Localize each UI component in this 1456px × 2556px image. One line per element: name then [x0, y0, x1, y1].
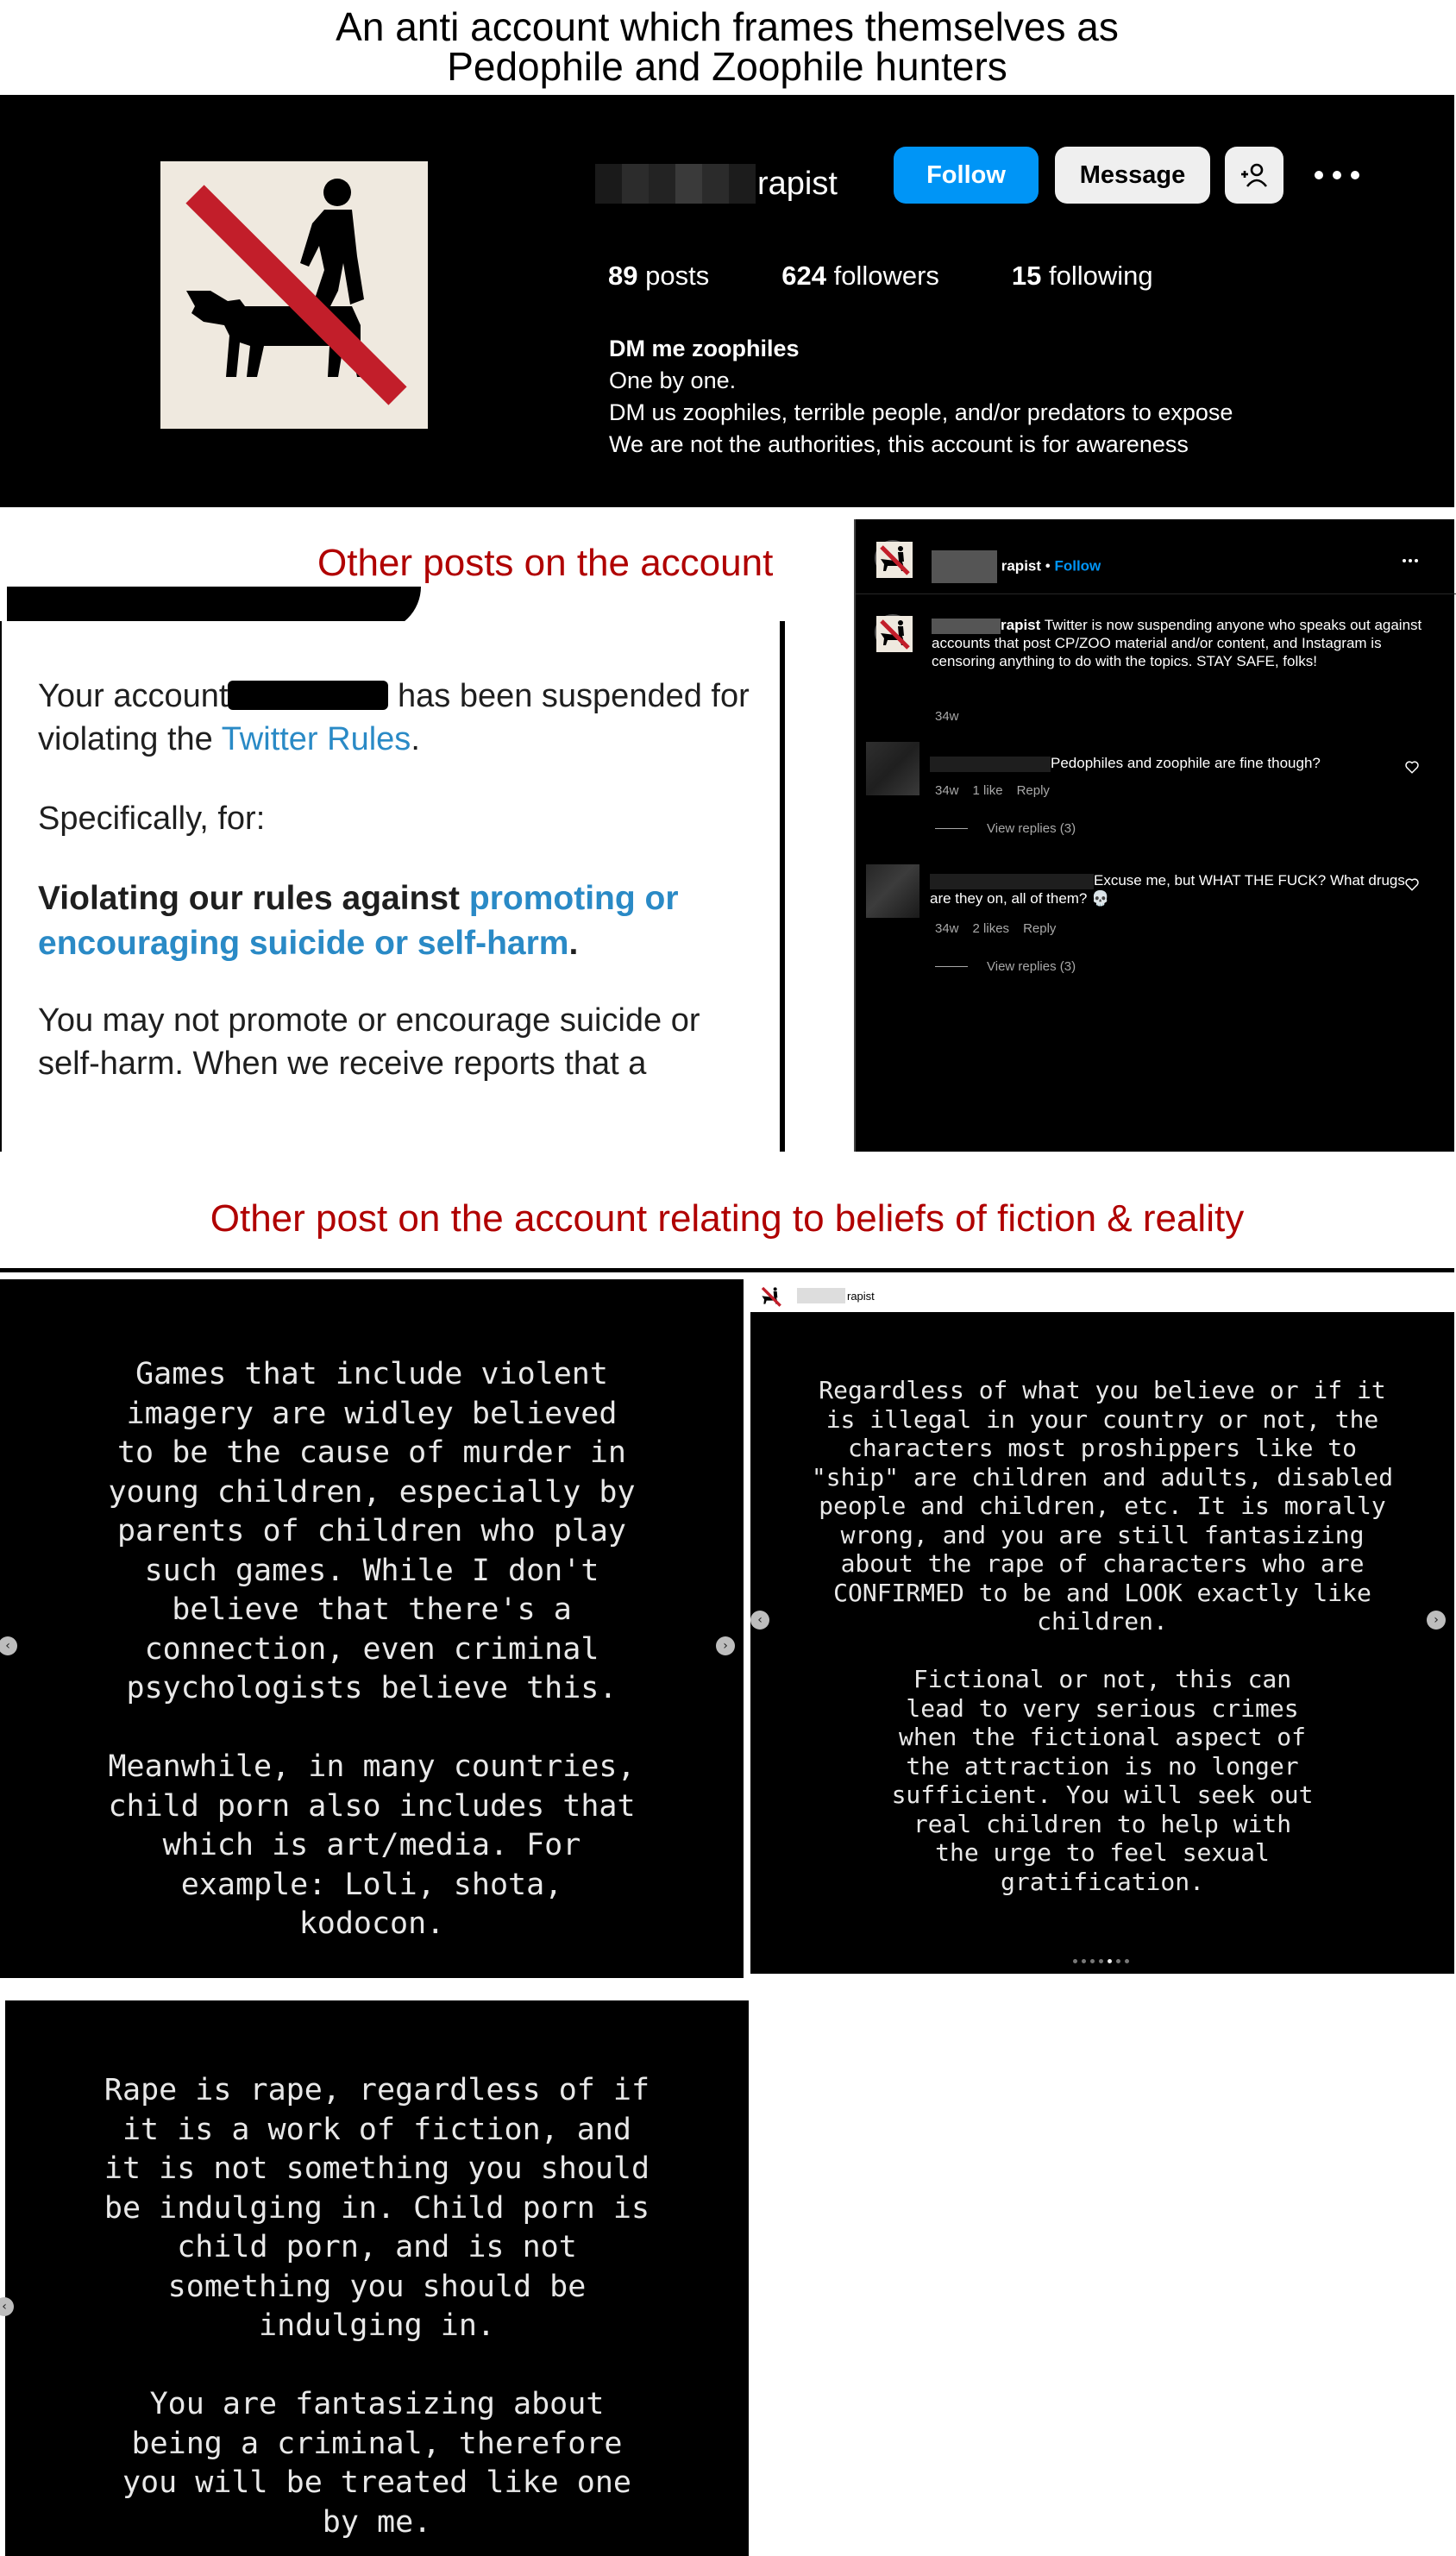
comment-2-view-replies[interactable]: View replies (3) [935, 959, 1076, 974]
comment-2-meta: 34w 2 likes Reply [935, 921, 1057, 936]
more-options-icon[interactable] [1315, 155, 1359, 195]
profile-stats [608, 261, 1153, 292]
carousel-position-dots [1073, 1959, 1129, 1963]
no-dog-sign-icon [160, 161, 428, 429]
ig-header-follow-link[interactable]: Follow [1054, 557, 1101, 575]
ig-header-user: rapist • Follow [932, 550, 1101, 583]
post-2-username[interactable]: rapist [847, 1290, 875, 1303]
profile-avatar[interactable] [160, 161, 428, 429]
account-redaction [228, 681, 388, 710]
comment-2-avatar[interactable] [866, 864, 919, 918]
text-post-2-body: Regardless of what you believe or if it is illegal in your country or not, the characters most proshippers like to "ship" are children and adults, disabled people and children, etc. It is morally wrong, and you are still fantasizing about the rape of characters who are CONFIRMED to be and LOOK exactly like children. Fictional or not, this can lead to very serious crimes when the fictional aspect of the attraction is no longer sufficient. You will seek out real children to help with the urge to feel sexual gratification. [811, 1376, 1394, 1896]
bio-line-2: DM us zoophiles, terrible people, and/or predators to expose [609, 399, 1233, 425]
carousel-prev-icon[interactable]: ‹ [750, 1611, 769, 1630]
comment-1-username-redaction [930, 757, 1051, 772]
no-dog-sign-icon [876, 616, 913, 652]
carousel-next-icon[interactable]: › [716, 1636, 735, 1655]
profile-username [595, 162, 838, 205]
top-caption-line2: Pedophile and Zoophile hunters [447, 44, 1007, 89]
bio-name: DM me zoophiles [609, 336, 800, 361]
username-suffix: rapist [757, 165, 838, 202]
top-caption-line1: An anti account which frames themselves as [336, 4, 1119, 49]
no-dog-sign-icon [759, 1284, 783, 1309]
post-2-username-redaction [797, 1288, 845, 1303]
section-divider [0, 1268, 1454, 1272]
fiction-reality-caption: Other post on the account relating to beliefs of fiction & reality [210, 1197, 1245, 1240]
profile-bio [609, 333, 1233, 461]
suspension-notice-text: Your account has been suspended for violating the Twitter Rules. Specifically, for: Violating our rules against promoting or encouraging suicide or self-harm. You may not promote or encourage suicide or self-harm. When we receive reports that a [38, 675, 763, 1085]
comment-1-text: Pedophiles and zoophile are fine though? [930, 754, 1413, 772]
comment-2-text: Excuse me, but WHAT THE FUCK? What drugs are they on, all of them? 💀 [930, 872, 1405, 907]
ig-caption-time: 34w [935, 709, 959, 724]
add-person-icon [1239, 162, 1269, 188]
followers-stat[interactable]: 624 followers [781, 261, 939, 291]
username-redaction [595, 164, 756, 204]
top-caption [0, 4, 1454, 89]
comment-1-like-heart-icon[interactable] [1404, 759, 1420, 775]
bio-line-3: We are not the authorities, this account is for awareness [609, 431, 1189, 457]
header-username-redaction [932, 550, 997, 583]
carousel-next-icon[interactable]: › [1427, 1611, 1446, 1630]
suspension-body: You may not promote or encourage suicide or self-harm. When we receive reports that a [38, 1002, 700, 1082]
ig-caption-avatar[interactable] [875, 614, 911, 650]
text-post-2 [750, 1279, 1454, 1974]
suggest-user-button[interactable] [1225, 147, 1283, 204]
ig-caption: rapist Twitter is now suspending anyone who speaks out against accounts that post CP/ZOO material and/or content, and Instagram is censoring anything to do with the topics. STAY SAFE, folks! [932, 617, 1422, 669]
profile-header [0, 95, 1454, 507]
comment-1-meta: 34w 1 like Reply [935, 783, 1050, 798]
ig-post-options-icon[interactable] [1403, 559, 1418, 562]
comment-1-view-replies[interactable]: View replies (3) [935, 821, 1076, 836]
text-post-2-header [750, 1279, 1454, 1312]
carousel-prev-icon[interactable]: ‹ [0, 2297, 14, 2316]
twitter-suspension-screenshot [0, 519, 785, 1152]
bio-line-1: One by one. [609, 367, 737, 393]
ig-header-divider [856, 593, 1456, 594]
twitter-rules-link[interactable]: Twitter Rules [221, 721, 411, 757]
specifically-label: Specifically, for: [38, 801, 266, 837]
text-post-1 [0, 1279, 744, 1978]
caption-username-redaction [932, 619, 1001, 634]
text-post-3-body: Rape is rape, regardless of if it is a work of fiction, and it is not something you should be indulging in. Child porn is child porn, and is not something you should be indulging in. You are fantasizing about being a criminal, therefore you will be treated like one by me. [104, 2073, 650, 2540]
other-posts-caption: Other posts on the account [317, 542, 774, 584]
text-post-3 [2, 2000, 749, 2556]
comment-2-username-redaction [930, 874, 1094, 889]
carousel-prev-icon[interactable]: ‹ [0, 1636, 17, 1655]
comment-2-like-heart-icon[interactable] [1404, 876, 1420, 892]
following-stat[interactable]: 15 following [1011, 261, 1153, 291]
suspension-notice-card [2, 621, 780, 1152]
posts-stat[interactable]: 89 posts [608, 261, 710, 291]
message-button[interactable]: Message [1055, 147, 1210, 204]
comment-1-avatar[interactable] [866, 742, 919, 795]
no-dog-sign-icon [876, 542, 913, 578]
violation-rule-link[interactable]: promoting or encouraging suicide or self-harm [38, 880, 679, 962]
ig-header-avatar[interactable] [875, 540, 911, 576]
follow-button[interactable]: Follow [894, 147, 1039, 204]
text-post-1-body: Games that include violent imagery are widley believed to be the cause of murder in young children, especially by parents of children who play such games. While I don't believe that there's a connection, even criminal psychologists believe this. Meanwhile, in many countries, child porn also includes that which is art/media. For example: Loli, shota, kodocon. [108, 1357, 636, 1941]
instagram-comments-panel [854, 519, 1454, 1152]
